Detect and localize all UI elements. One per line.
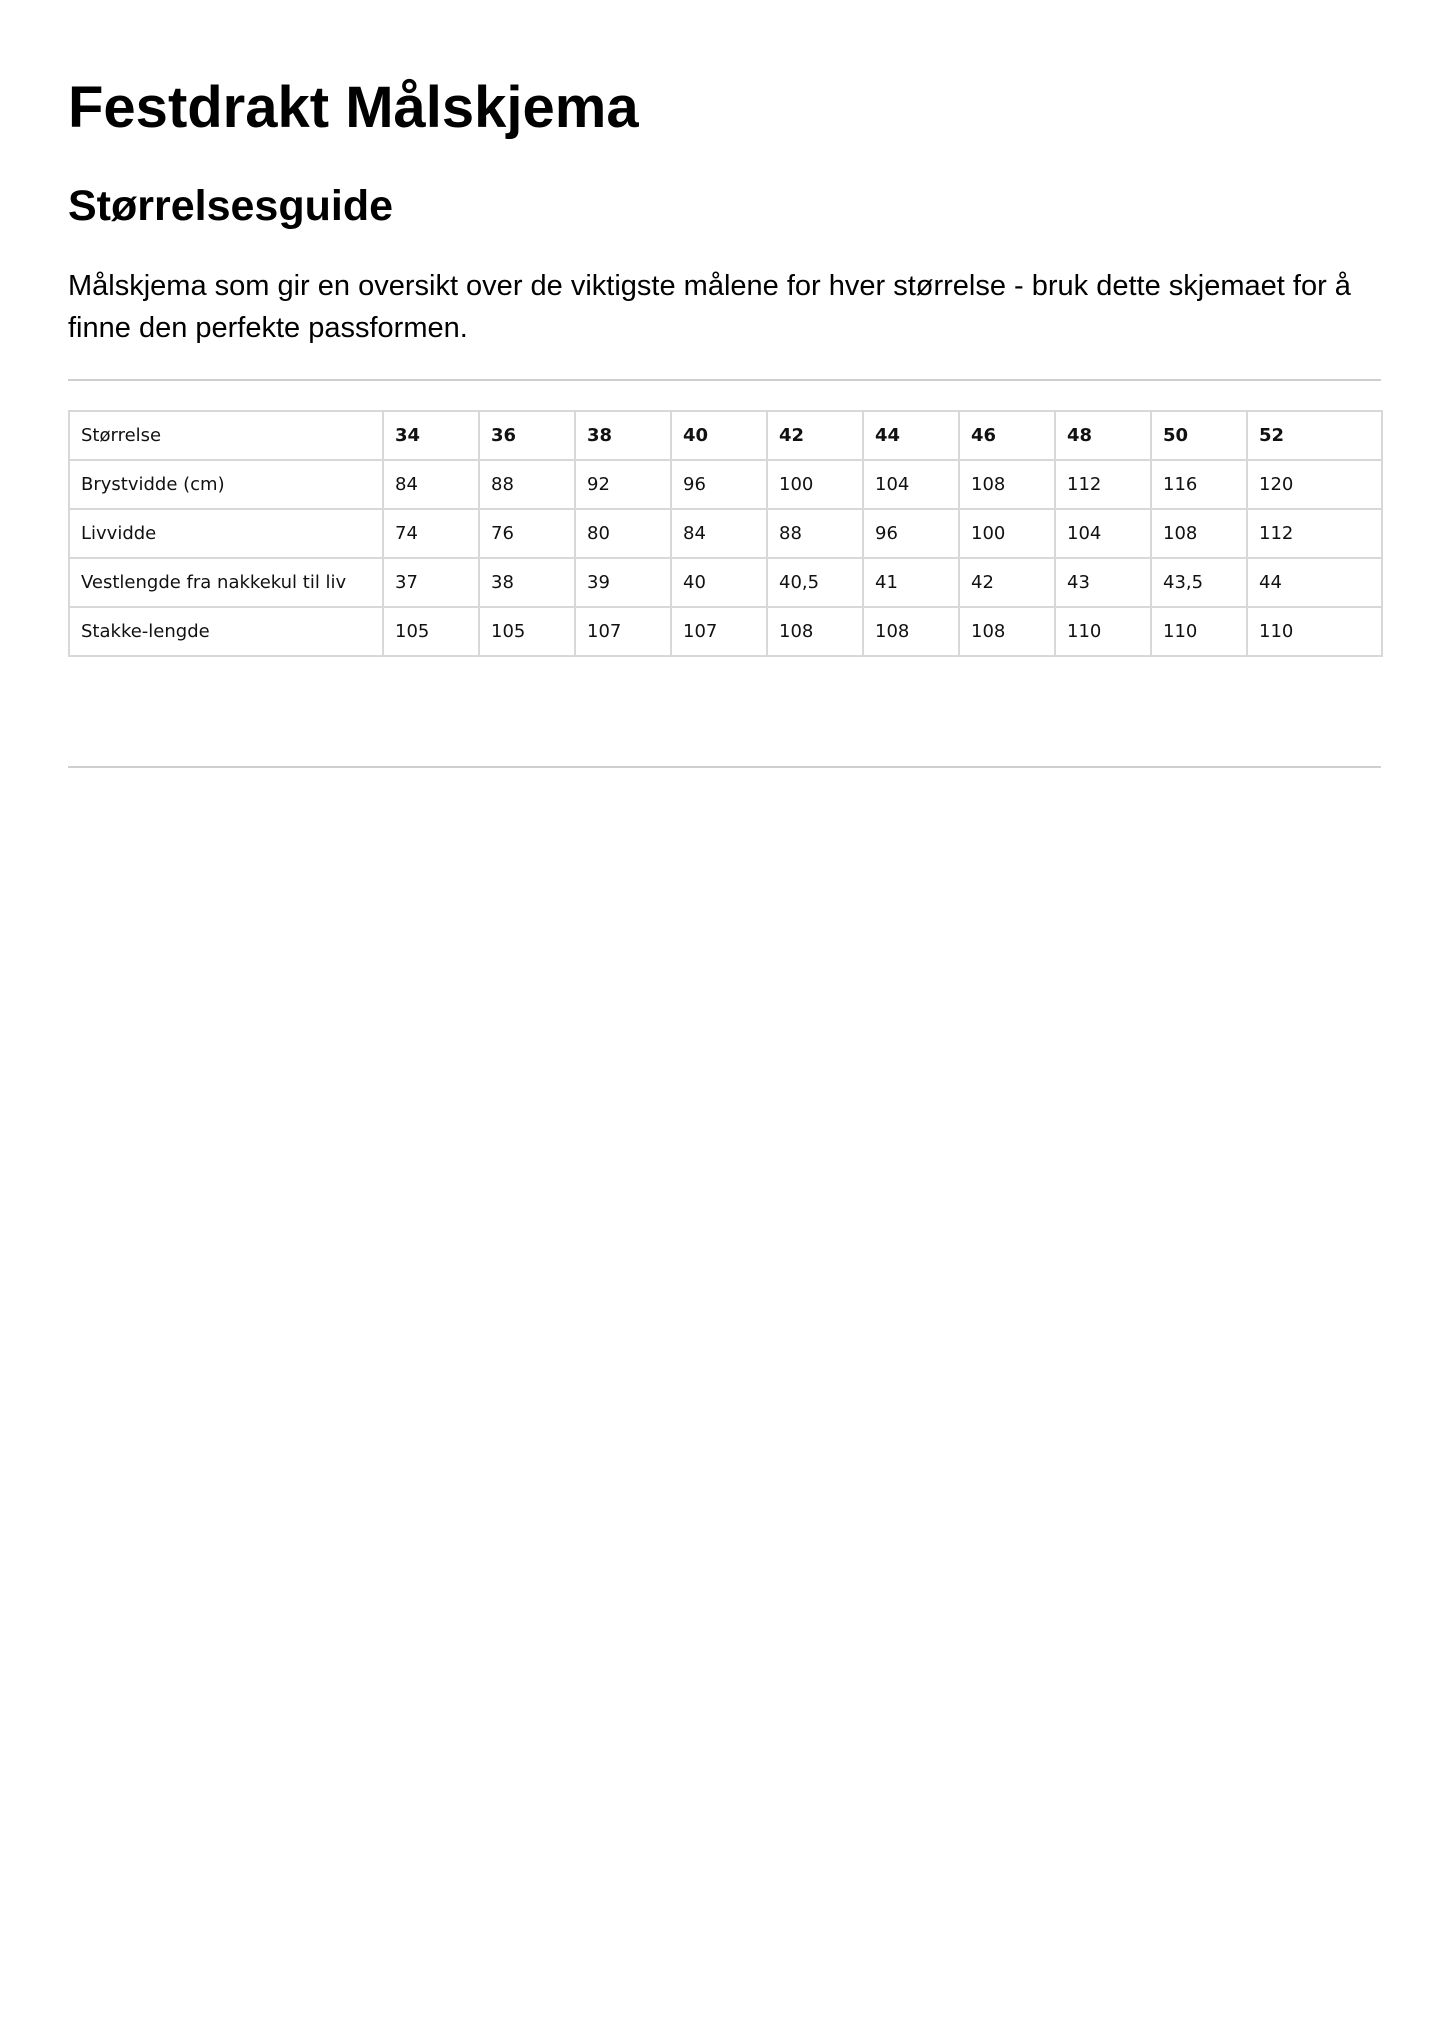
table-cell: 38 [479, 558, 575, 607]
table-row [69, 509, 1382, 558]
table-cell: 96 [671, 460, 767, 509]
intro-paragraph: Målskjema som gir en oversikt over de viktigste målene for hver størrelse - bruk dette skjemaet for å finne den perfekte passformen. [68, 270, 1351, 344]
row-label-cell: Brystvidde (cm) [69, 460, 383, 509]
table-header-row [69, 411, 1382, 460]
size-header-cell: 38 [575, 411, 671, 460]
table-cell: 108 [959, 607, 1055, 656]
table-cell: 112 [1247, 509, 1382, 558]
table-cell: 107 [671, 607, 767, 656]
size-header-cell: 52 [1247, 411, 1382, 460]
section-heading: Størrelsesguide [68, 182, 393, 230]
table-cell: 41 [863, 558, 959, 607]
table-cell: 104 [1055, 509, 1151, 558]
table-cell: 105 [479, 607, 575, 656]
table-cell: 84 [383, 460, 479, 509]
table-cell: 100 [959, 509, 1055, 558]
size-header-cell: 44 [863, 411, 959, 460]
row-label-cell: Vestlengde fra nakkekul til liv [69, 558, 383, 607]
table-cell: 110 [1247, 607, 1382, 656]
page-title: Festdrakt Målskjema [68, 75, 639, 140]
table-cell: 112 [1055, 460, 1151, 509]
table-cell: 84 [671, 509, 767, 558]
table-cell: 88 [479, 460, 575, 509]
table-row [69, 558, 1382, 607]
table-cell: 74 [383, 509, 479, 558]
table-cell: 108 [959, 460, 1055, 509]
row-label-cell: Stakke-lengde [69, 607, 383, 656]
table-cell: 43 [1055, 558, 1151, 607]
table-cell: 110 [1055, 607, 1151, 656]
table-cell: 92 [575, 460, 671, 509]
table-cell: 100 [767, 460, 863, 509]
table-cell: 80 [575, 509, 671, 558]
size-header-cell: 48 [1055, 411, 1151, 460]
table-cell: 105 [383, 607, 479, 656]
size-header-cell: 42 [767, 411, 863, 460]
table-cell: 116 [1151, 460, 1247, 509]
table-row [69, 607, 1382, 656]
table-cell: 108 [767, 607, 863, 656]
divider-bottom [68, 766, 1381, 768]
table-row [69, 460, 1382, 509]
size-header-cell: 34 [383, 411, 479, 460]
table-cell: 120 [1247, 460, 1382, 509]
table-cell: 88 [767, 509, 863, 558]
table-cell: 44 [1247, 558, 1382, 607]
row-label-cell: Livvidde [69, 509, 383, 558]
divider-top [68, 379, 1381, 381]
table-cell: 37 [383, 558, 479, 607]
table-cell: 107 [575, 607, 671, 656]
table-cell: 110 [1151, 607, 1247, 656]
table-cell: 76 [479, 509, 575, 558]
table-cell: 43,5 [1151, 558, 1247, 607]
table-cell: 40,5 [767, 558, 863, 607]
size-chart-table [68, 410, 1383, 657]
table-cell: 40 [671, 558, 767, 607]
size-header-cell: 46 [959, 411, 1055, 460]
size-header-cell: 50 [1151, 411, 1247, 460]
table-cell: 96 [863, 509, 959, 558]
size-header-cell: 36 [479, 411, 575, 460]
table-cell: 108 [1151, 509, 1247, 558]
header-label-cell: Størrelse [69, 411, 383, 460]
size-header-cell: 40 [671, 411, 767, 460]
table-cell: 108 [863, 607, 959, 656]
table-cell: 104 [863, 460, 959, 509]
table-cell: 42 [959, 558, 1055, 607]
table-cell: 39 [575, 558, 671, 607]
